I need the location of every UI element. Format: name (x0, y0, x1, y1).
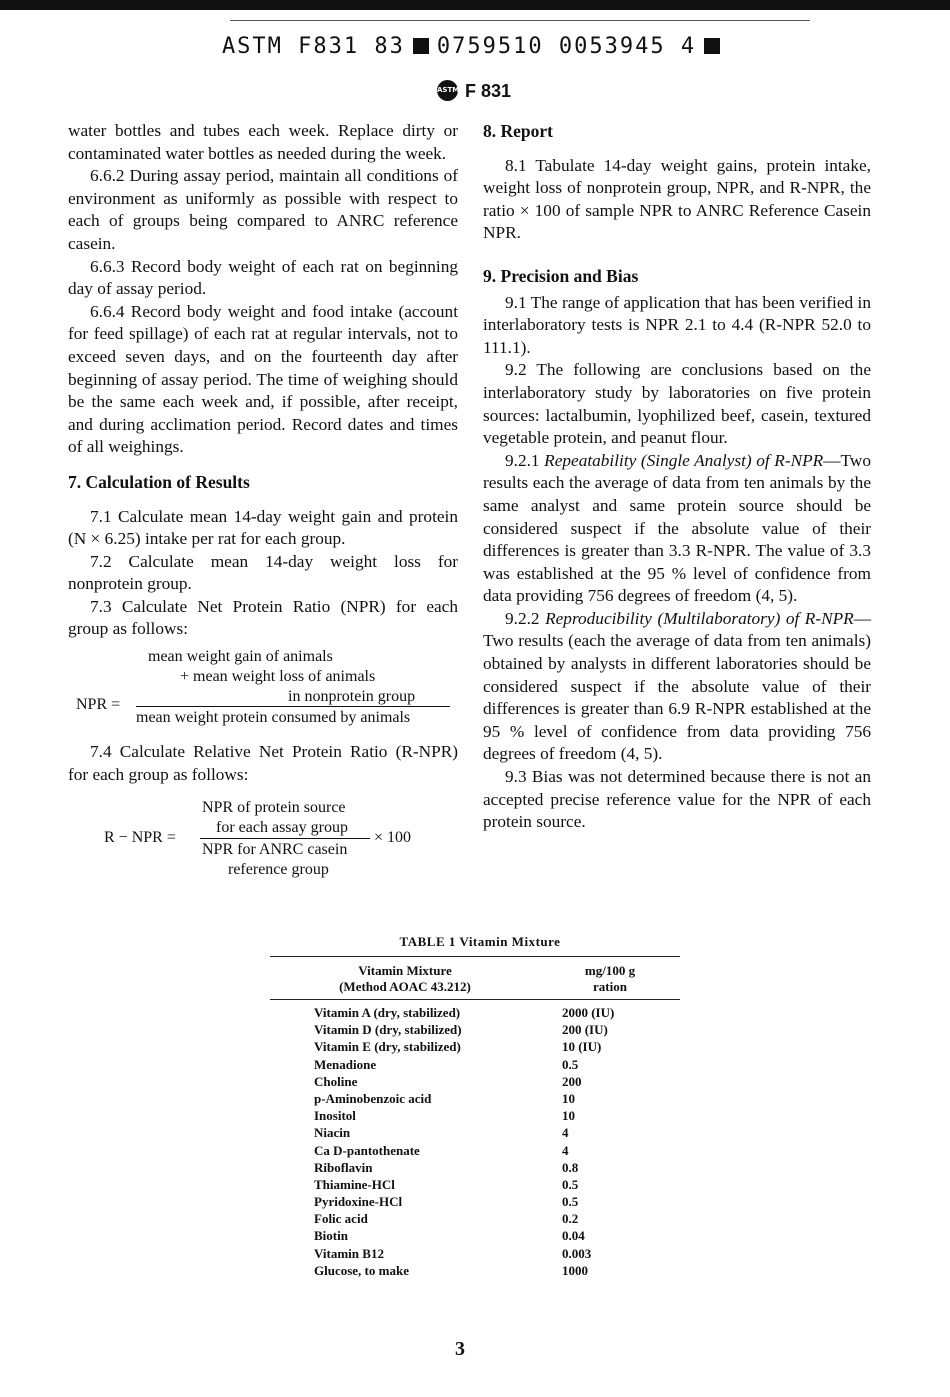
table-row (270, 1124, 680, 1141)
left-column (68, 120, 458, 882)
rnpr-formula (68, 792, 458, 878)
vitamin-amount: 0.5 (561, 1056, 579, 1072)
vitamin-name: Vitamin A (dry, stabilized) (314, 1005, 461, 1020)
vitamin-amount: 4 (561, 1142, 569, 1158)
table-row (270, 1176, 680, 1193)
designation-label: F 831 (465, 81, 512, 101)
code-line-right: 0759510 0053945 4 (436, 34, 697, 59)
table-row (270, 1227, 680, 1244)
vitamin-amount: 0.003 (561, 1245, 592, 1261)
vitamin-name: Glucose, to make (314, 1262, 409, 1278)
page-number: 3 (455, 1338, 465, 1360)
vitamin-name: Vitamin B12 (314, 1245, 384, 1261)
document-code-line (0, 34, 950, 59)
paragraph-9-2-2-label: 9.2.2 (505, 608, 540, 628)
paragraph-continued: water bottles and tubes each week. Replace dirty or contaminated water bottles as needed during the week. (68, 121, 458, 163)
vitamin-name: Riboflavin (314, 1159, 373, 1175)
vitamin-amount: 0.5 (561, 1176, 579, 1192)
paragraph-7-1: 7.1 Calculate mean 14-day weight gain and protein (N × 6.25) intake per rat for each group. (68, 506, 458, 549)
section-7-heading: 7. Calculation of Results (68, 471, 250, 492)
table-row (270, 1142, 680, 1159)
table-row (270, 1159, 680, 1176)
paragraph-6-6-4: 6.6.4 Record body weight and food intake (account for feed spillage) of each rat at regular intervals, not to exceed seven days, and on the fourteenth day after beginning of assay period. The time of weighing should be the same each week and, if possible, after receipt, and during acclimation period. Record dates and times of all weighings. (68, 301, 458, 457)
paragraph-9-2-2 (483, 608, 871, 766)
table-row (270, 1262, 680, 1279)
vitamin-name: Menadione (314, 1056, 377, 1072)
vitamin-amount: 2000 (IU) (561, 1005, 615, 1020)
table-row (270, 1193, 680, 1210)
paragraph-9-2: 9.2 The following are conclusions based on the interlaboratory study by laboratories on five protein sources: lactalbumin, lyophilized beef, casein, textured vegetable protein, and peanut flour. (483, 360, 871, 448)
column-header-amount-line-1: mg/100 g (584, 963, 636, 978)
vitamin-name: Vitamin E (dry, stabilized) (314, 1039, 461, 1055)
vitamin-amount: 10 (561, 1090, 575, 1106)
vitamin-amount: 1000 (561, 1262, 588, 1278)
paragraph-9-2-1-label: 9.2.1 (505, 450, 540, 470)
paragraph-9-2-1-text: —Two results each the average of data from ten animals by the same analyst and same protein source should be considered suspect if the absolute value of their differences is greater than 3.3 R-NPR. The value of 3.3 was established at the 95 % level of confidence from data providing 756 degrees of freedom (4, 5). (483, 450, 871, 606)
rnpr-lhs: R − NPR = (104, 829, 176, 847)
vitamin-name: Niacin (314, 1125, 351, 1141)
vitamin-amount: 10 (561, 1108, 575, 1124)
top-border-bar (0, 0, 950, 10)
npr-fraction-bar (136, 706, 450, 707)
rnpr-denominator-line-1: NPR for ANRC casein (202, 841, 348, 859)
npr-numerator-line-1: mean weight gain of animals (148, 648, 333, 666)
rnpr-fraction-bar (200, 838, 370, 839)
repeatability-title: Repeatability (Single Analyst) of R-NPR (544, 450, 824, 470)
table-header (270, 957, 680, 999)
column-header-amount (540, 963, 680, 995)
rnpr-denominator-line-2: reference group (228, 861, 329, 879)
vitamin-name: Inositol (314, 1108, 356, 1124)
column-header-vitamin-line-1: Vitamin Mixture (358, 963, 452, 978)
reproducibility-title: Reproducibility (Multilaboratory) of R-NPR (545, 608, 854, 628)
npr-numerator-line-3: in nonprotein group (288, 688, 416, 706)
section-8-heading: 8. Report (483, 121, 553, 141)
rnpr-numerator-line-2: for each assay group (216, 819, 348, 837)
npr-formula (68, 647, 458, 737)
table-row (270, 1090, 680, 1107)
vitamin-amount: 0.2 (561, 1211, 579, 1227)
vitamin-amount: 0.04 (561, 1228, 585, 1244)
paragraph-8-1: 8.1 Tabulate 14-day weight gains, protein intake, weight loss of nonprotein group, NPR, and R-NPR, the ratio × 100 of sample NPR to ANRC Reference Casein NPR. (483, 155, 871, 243)
black-square-icon (413, 38, 429, 54)
vitamin-amount: 0.8 (561, 1159, 579, 1175)
vitamin-amount: 0.5 (561, 1194, 579, 1210)
table-row (270, 1038, 680, 1055)
table-row (270, 1056, 680, 1073)
rnpr-multiplier: × 100 (374, 829, 412, 847)
paragraph-9-3: 9.3 Bias was not determined because there is not an accepted precise reference value for the NPR of each protein source. (483, 767, 871, 832)
paragraph-7-4: 7.4 Calculate Relative Net Protein Ratio (R-NPR) for each group as follows: (68, 742, 458, 784)
paragraph-7-3: 7.3 Calculate Net Protein Ratio (NPR) for each group as follows: (68, 596, 458, 639)
astm-logo-icon: ASTM (437, 80, 458, 101)
vitamin-name: Thiamine-HCl (314, 1176, 395, 1192)
standard-designation (437, 80, 557, 104)
vitamin-mixture-table (270, 956, 680, 1279)
table-row (270, 1021, 680, 1038)
column-header-amount-line-2: ration (593, 979, 627, 994)
vitamin-name: Vitamin D (dry, stabilized) (314, 1022, 462, 1038)
vitamin-amount: 10 (IU) (561, 1039, 602, 1055)
black-square-icon (704, 38, 720, 54)
paragraph-6-6-2: 6.6.2 During assay period, maintain all conditions of environment as uniformly as possible with respect to each of groups being compared to ANRC reference casein. (68, 166, 458, 253)
vitamin-amount: 200 (IU) (561, 1022, 608, 1038)
code-line-left: ASTM F831 83 (221, 34, 405, 59)
header-rule (230, 20, 810, 21)
right-column (483, 120, 871, 834)
vitamin-name: Folic acid (314, 1211, 368, 1227)
table-row (270, 1073, 680, 1090)
vitamin-amount: 4 (561, 1125, 569, 1141)
table-row (270, 1107, 680, 1124)
table-row (270, 1004, 680, 1021)
npr-numerator-line-2: + mean weight loss of animals (180, 668, 376, 686)
table-body (270, 1000, 680, 1279)
paragraph-7-2: 7.2 Calculate mean 14-day weight loss for nonprotein group. (68, 551, 458, 594)
table-row (270, 1245, 680, 1262)
column-header-vitamin-line-2: (Method AOAC 43.212) (339, 979, 471, 994)
npr-lhs: NPR = (76, 696, 121, 714)
section-9-heading: 9. Precision and Bias (483, 265, 639, 286)
paragraph-9-2-2-text: —Two results (each the average of data from ten animals) obtained by analysts in different laboratories should be considered suspect if the absolute value of their differences is greater than 6.9 R-NPR established at the 95 % level of confidence from data providing 756 degrees of freedom (4, 5). (483, 608, 871, 764)
table-row (270, 1210, 680, 1227)
vitamin-name: Pyridoxine-HCl (314, 1194, 403, 1210)
vitamin-name: Biotin (314, 1228, 348, 1244)
rnpr-numerator-line-1: NPR of protein source (202, 799, 346, 817)
vitamin-name: p-Aminobenzoic acid (314, 1090, 432, 1106)
vitamin-amount: 200 (561, 1073, 582, 1089)
npr-denominator: mean weight protein consumed by animals (136, 709, 411, 727)
table-caption: TABLE 1 Vitamin Mixture (399, 934, 561, 949)
paragraph-9-2-1 (483, 450, 871, 608)
paragraph-9-1: 9.1 The range of application that has been verified in interlaboratory tests is NPR 2.1 to 4.4 (R-NPR 52.0 to 111.1). (483, 292, 871, 357)
column-header-vitamin (270, 963, 540, 995)
vitamin-name: Ca D-pantothenate (314, 1142, 420, 1158)
paragraph-6-6-3: 6.6.3 Record body weight of each rat on beginning day of assay period. (68, 256, 458, 299)
vitamin-name: Choline (314, 1073, 358, 1089)
